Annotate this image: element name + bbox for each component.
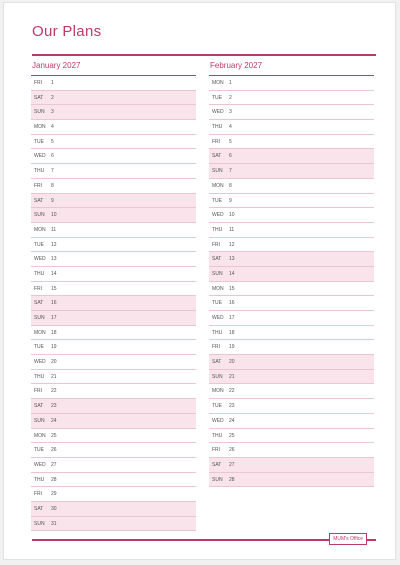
day-row[interactable]: [31, 502, 196, 517]
day-of-week: TUE: [34, 241, 44, 248]
day-of-week: FRI: [34, 182, 43, 189]
day-list: [209, 76, 374, 487]
day-number: 20: [229, 359, 235, 366]
day-of-week: WED: [212, 315, 224, 321]
day-number: 8: [229, 182, 232, 189]
day-number: 22: [51, 388, 57, 395]
footer-divider: [32, 539, 376, 541]
day-of-week: THU: [212, 432, 223, 439]
day-number: 7: [229, 168, 232, 175]
day-row[interactable]: [31, 267, 196, 282]
day-row[interactable]: [31, 252, 196, 267]
day-of-week: SUN: [34, 417, 45, 424]
day-row[interactable]: [31, 135, 196, 150]
day-of-week: FRI: [212, 241, 221, 248]
day-number: 16: [229, 300, 235, 307]
day-number: 27: [51, 461, 57, 468]
day-number: 29: [51, 491, 57, 498]
day-number: 8: [51, 182, 54, 189]
day-number: 30: [51, 505, 57, 512]
day-number: 13: [229, 256, 235, 263]
day-row[interactable]: [209, 282, 374, 297]
day-of-week: WED: [212, 417, 224, 424]
day-of-week: SAT: [34, 94, 44, 101]
day-number: 12: [229, 241, 235, 248]
day-number: 13: [51, 256, 57, 263]
day-row[interactable]: [209, 135, 374, 150]
day-number: 17: [51, 315, 57, 321]
day-of-week: SUN: [34, 109, 45, 116]
day-of-week: THU: [212, 124, 223, 131]
day-number: 17: [229, 315, 235, 321]
day-row[interactable]: [31, 223, 196, 238]
day-of-week: WED: [212, 109, 224, 116]
day-number: 10: [51, 212, 57, 219]
day-number: 6: [229, 153, 232, 160]
page-title: Our Plans: [32, 23, 102, 40]
day-of-week: SAT: [212, 256, 222, 263]
day-row[interactable]: [31, 282, 196, 297]
day-number: 5: [51, 138, 54, 145]
day-of-week: WED: [34, 461, 46, 468]
day-row[interactable]: [31, 517, 196, 532]
day-row[interactable]: [209, 458, 374, 473]
day-number: 1: [229, 80, 232, 86]
day-of-week: SUN: [34, 315, 45, 321]
day-number: 5: [229, 138, 232, 145]
day-row[interactable]: [31, 208, 196, 223]
day-row[interactable]: [209, 91, 374, 106]
day-of-week: THU: [212, 226, 223, 233]
day-of-week: SAT: [34, 403, 44, 410]
day-row[interactable]: [31, 473, 196, 488]
day-of-week: TUE: [34, 447, 44, 454]
day-number: 24: [229, 417, 235, 424]
day-number: 21: [229, 373, 235, 380]
day-row[interactable]: [31, 443, 196, 458]
day-of-week: SUN: [34, 212, 45, 219]
day-number: 12: [51, 241, 57, 248]
day-number: 26: [229, 447, 235, 454]
day-row[interactable]: [209, 384, 374, 399]
day-of-week: THU: [34, 476, 45, 483]
day-of-week: FRI: [212, 138, 221, 145]
day-of-week: MON: [212, 182, 224, 189]
day-row[interactable]: [31, 414, 196, 429]
day-of-week: TUE: [34, 344, 44, 351]
day-of-week: WED: [34, 256, 46, 263]
day-row[interactable]: [31, 399, 196, 414]
day-row[interactable]: [209, 399, 374, 414]
day-row[interactable]: [209, 443, 374, 458]
day-of-week: FRI: [34, 491, 43, 498]
brand-label: MUM's Office: [329, 533, 367, 545]
day-row[interactable]: [31, 370, 196, 385]
day-number: 24: [51, 417, 57, 424]
day-of-week: TUE: [34, 138, 44, 145]
day-row[interactable]: [209, 267, 374, 282]
day-of-week: FRI: [34, 80, 43, 86]
day-of-week: TUE: [212, 94, 222, 101]
day-number: 20: [51, 359, 57, 366]
day-row[interactable]: [31, 311, 196, 326]
day-of-week: SUN: [34, 520, 45, 527]
day-number: 28: [229, 476, 235, 483]
day-row[interactable]: [209, 355, 374, 370]
day-row[interactable]: [209, 208, 374, 223]
title-divider: [32, 54, 376, 56]
day-row[interactable]: [209, 149, 374, 164]
day-row[interactable]: [31, 429, 196, 444]
day-number: 11: [229, 226, 235, 233]
day-row[interactable]: [31, 238, 196, 253]
day-row[interactable]: [209, 326, 374, 341]
day-number: 25: [229, 432, 235, 439]
day-row[interactable]: [209, 179, 374, 194]
month-heading: February 2027: [210, 61, 263, 70]
day-of-week: SAT: [212, 359, 222, 366]
day-row[interactable]: [31, 355, 196, 370]
day-of-week: SUN: [212, 168, 223, 175]
day-number: 27: [229, 461, 235, 468]
day-of-week: SAT: [212, 461, 222, 468]
day-number: 7: [51, 168, 54, 175]
day-row[interactable]: [31, 164, 196, 179]
day-number: 28: [51, 476, 57, 483]
day-row[interactable]: [209, 105, 374, 120]
day-row[interactable]: [209, 164, 374, 179]
day-number: 11: [51, 226, 57, 233]
day-number: 15: [229, 285, 235, 292]
day-of-week: THU: [34, 373, 45, 380]
day-of-week: SUN: [212, 270, 223, 277]
day-row[interactable]: [31, 487, 196, 502]
day-row[interactable]: [209, 76, 374, 91]
day-number: 6: [51, 153, 54, 160]
day-of-week: WED: [34, 359, 46, 366]
day-row[interactable]: [31, 194, 196, 209]
month-heading: January 2027: [32, 61, 81, 70]
day-number: 18: [229, 329, 235, 336]
day-row[interactable]: [209, 370, 374, 385]
day-number: 10: [229, 212, 235, 219]
day-of-week: FRI: [34, 388, 43, 395]
day-number: 9: [229, 197, 232, 204]
day-of-week: THU: [212, 329, 223, 336]
month-column-february: [209, 60, 374, 487]
day-row[interactable]: [31, 105, 196, 120]
day-number: 16: [51, 300, 57, 307]
day-of-week: TUE: [212, 403, 222, 410]
day-number: 21: [51, 373, 57, 380]
day-row[interactable]: [31, 340, 196, 355]
day-row[interactable]: [209, 473, 374, 488]
day-of-week: SAT: [34, 300, 44, 307]
day-row[interactable]: [31, 179, 196, 194]
day-row[interactable]: [209, 296, 374, 311]
day-row[interactable]: [209, 340, 374, 355]
day-number: 18: [51, 329, 57, 336]
day-number: 31: [51, 520, 57, 527]
day-of-week: MON: [212, 80, 224, 86]
planner-page: [3, 2, 396, 560]
day-of-week: MON: [34, 329, 46, 336]
day-of-week: WED: [212, 212, 224, 219]
day-number: 26: [51, 447, 57, 454]
day-of-week: MON: [34, 124, 46, 131]
day-of-week: TUE: [212, 197, 222, 204]
day-of-week: MON: [34, 226, 46, 233]
day-of-week: SUN: [212, 476, 223, 483]
day-row[interactable]: [209, 429, 374, 444]
day-row[interactable]: [209, 238, 374, 253]
day-row[interactable]: [31, 120, 196, 135]
day-number: 2: [51, 94, 54, 101]
day-of-week: FRI: [212, 447, 221, 454]
day-number: 15: [51, 285, 57, 292]
day-number: 4: [229, 124, 232, 131]
day-of-week: TUE: [212, 300, 222, 307]
day-of-week: THU: [34, 168, 45, 175]
day-of-week: FRI: [34, 285, 43, 292]
day-of-week: FRI: [212, 344, 221, 351]
day-row[interactable]: [209, 223, 374, 238]
day-row[interactable]: [31, 326, 196, 341]
day-number: 1: [51, 80, 54, 86]
day-of-week: MON: [212, 285, 224, 292]
day-row[interactable]: [31, 149, 196, 164]
day-of-week: SAT: [34, 505, 44, 512]
day-row[interactable]: [209, 194, 374, 209]
day-of-week: MON: [34, 432, 46, 439]
day-row[interactable]: [209, 311, 374, 326]
day-of-week: SAT: [212, 153, 222, 160]
day-number: 14: [51, 270, 57, 277]
day-row[interactable]: [209, 120, 374, 135]
day-number: 3: [229, 109, 232, 116]
day-row[interactable]: [31, 76, 196, 91]
day-row[interactable]: [31, 384, 196, 399]
month-column-january: [31, 60, 196, 531]
day-number: 4: [51, 124, 54, 131]
day-row[interactable]: [31, 458, 196, 473]
day-of-week: MON: [212, 388, 224, 395]
day-row[interactable]: [31, 296, 196, 311]
day-row[interactable]: [31, 91, 196, 106]
day-of-week: THU: [34, 270, 45, 277]
day-number: 9: [51, 197, 54, 204]
day-of-week: SAT: [34, 197, 44, 204]
day-list: [31, 76, 196, 531]
day-number: 25: [51, 432, 57, 439]
day-of-week: WED: [34, 153, 46, 160]
day-number: 19: [229, 344, 235, 351]
day-number: 19: [51, 344, 57, 351]
day-number: 22: [229, 388, 235, 395]
day-number: 3: [51, 109, 54, 116]
day-number: 14: [229, 270, 235, 277]
day-number: 23: [51, 403, 57, 410]
day-number: 2: [229, 94, 232, 101]
day-row[interactable]: [209, 252, 374, 267]
day-row[interactable]: [209, 414, 374, 429]
day-of-week: SUN: [212, 373, 223, 380]
day-number: 23: [229, 403, 235, 410]
